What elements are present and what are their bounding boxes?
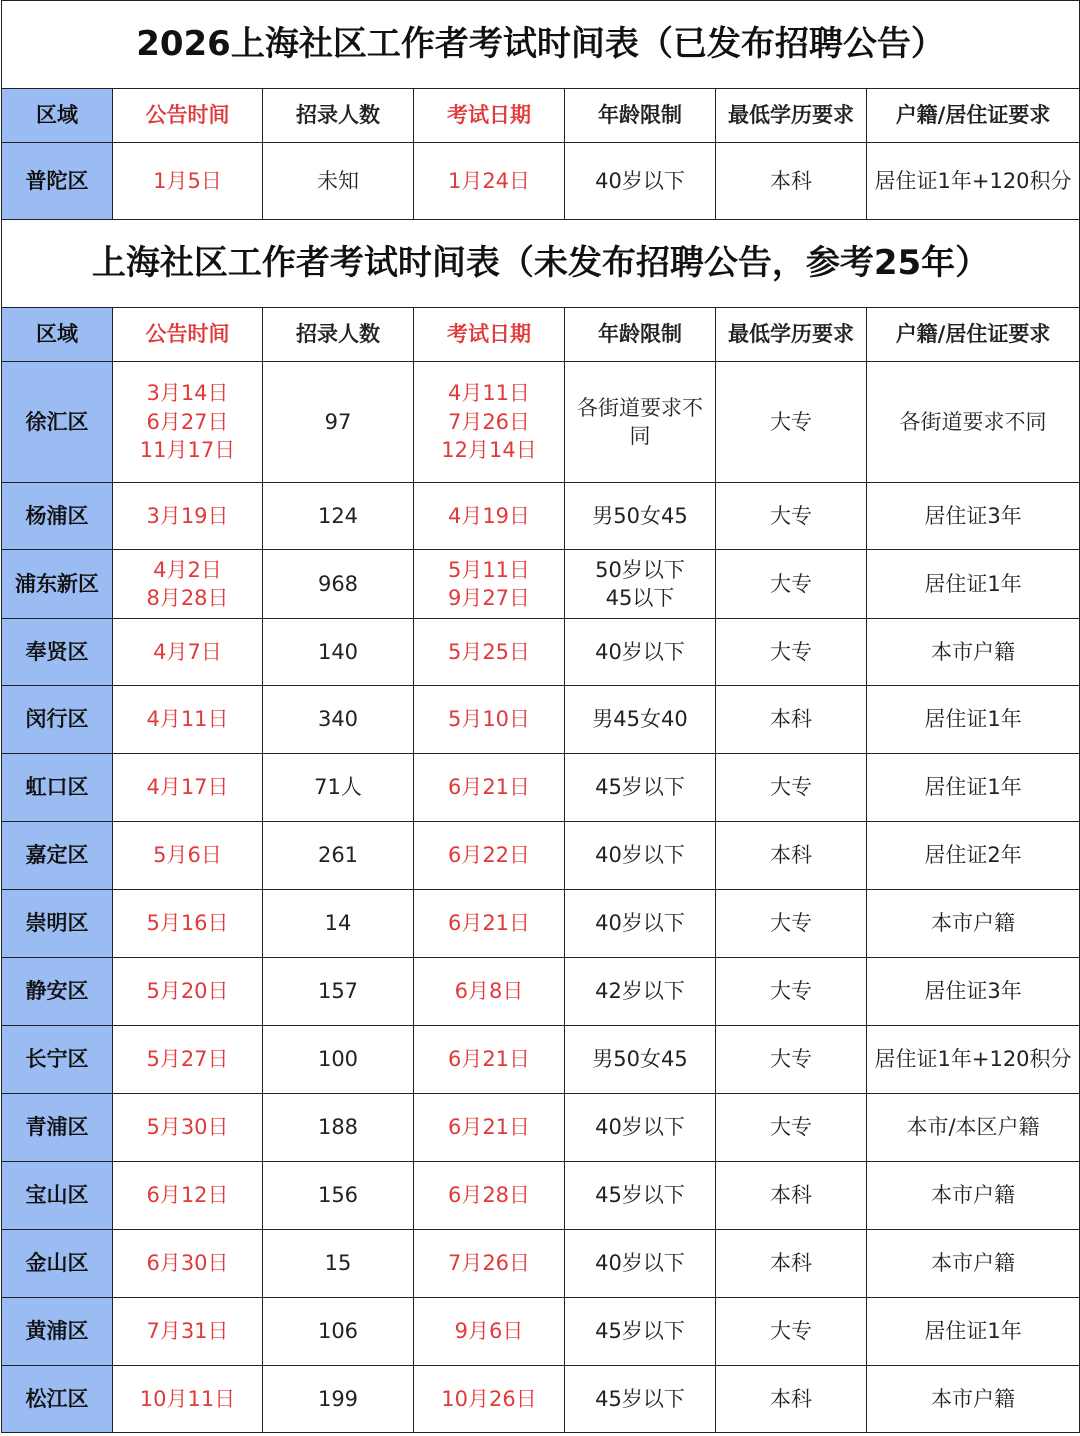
residency-cell: 本市/本区户籍 [867,1094,1080,1162]
recruit-count-cell: 106 [263,1298,414,1366]
cell-line: 5月16日 [146,911,229,936]
table2-header-row [2,308,1080,362]
column-header: 年龄限制 [565,308,716,362]
cell-line: 5月27日 [146,1047,229,1072]
exam-date-cell [414,550,565,619]
education-cell: 大专 [716,362,867,483]
table-row [2,754,1080,822]
education-cell: 本科 [716,822,867,890]
cell-line: 4月7日 [153,639,222,664]
recruit-count-cell: 124 [263,483,414,550]
cell-line: 6月12日 [146,1183,229,1208]
schedule-table [1,0,1080,1433]
column-header: 考试日期 [414,308,565,362]
table-row [2,1298,1080,1366]
cell-line: 9月6日 [454,1319,524,1344]
education-cell: 本科 [716,1366,867,1433]
table-title: 上海社区工作者考试时间表（未发布招聘公告，参考25年） [2,220,1080,308]
age-limit-cell: 40岁以下 [565,1094,716,1162]
residency-cell: 居住证1年+120积分 [867,143,1080,220]
recruit-count-cell: 140 [263,619,414,686]
education-cell: 大专 [716,619,867,686]
notice-date-cell [113,362,263,483]
recruit-count-cell: 未知 [263,143,414,220]
recruit-count-cell: 340 [263,686,414,754]
cell-line: 5月25日 [447,639,531,664]
table-row [2,143,1080,220]
exam-date-cell [414,890,565,958]
exam-schedule [1,0,1079,1433]
education-cell: 大专 [716,958,867,1026]
cell-line: 6月22日 [447,843,531,868]
column-header: 区域 [2,89,113,143]
table-row [2,1026,1080,1094]
region-cell: 奉贤区 [2,619,113,686]
column-header: 户籍/居住证要求 [867,308,1080,362]
age-limit-cell: 45岁以下 [565,754,716,822]
cell-line: 4月17日 [146,775,229,800]
age-limit-cell: 40岁以下 [565,619,716,686]
age-limit-cell: 42岁以下 [565,958,716,1026]
education-cell: 本科 [716,1162,867,1230]
exam-date-cell [414,686,565,754]
cell-line: 7月26日 [447,409,531,434]
table1-header-row [2,89,1080,143]
exam-date-cell [414,1298,565,1366]
recruit-count-cell: 188 [263,1094,414,1162]
cell-line: 5月6日 [153,843,222,868]
recruit-count-cell: 15 [263,1230,414,1298]
exam-date-cell [414,822,565,890]
cell-line: 6月30日 [146,1251,229,1276]
notice-date-cell [113,822,263,890]
exam-date-cell [414,362,565,483]
cell-line: 各街道要求不 [577,395,703,420]
column-header: 招录人数 [263,308,414,362]
age-limit-cell [565,362,716,483]
age-limit-cell: 男50女45 [565,483,716,550]
notice-date-cell [113,143,263,220]
residency-cell: 居住证3年 [867,483,1080,550]
column-header: 最低学历要求 [716,308,867,362]
table-row [2,686,1080,754]
notice-date-cell [113,1026,263,1094]
cell-line: 5月11日 [447,557,531,582]
exam-date-cell [414,619,565,686]
residency-cell: 各街道要求不同 [867,362,1080,483]
cell-line: 4月11日 [447,381,531,406]
table-title: 2026上海社区工作者考试时间表（已发布招聘公告） [2,1,1080,89]
age-limit-cell: 男45女40 [565,686,716,754]
residency-cell: 居住证1年 [867,686,1080,754]
residency-cell: 居住证1年+120积分 [867,1026,1080,1094]
table-row [2,958,1080,1026]
age-limit-cell: 40岁以下 [565,143,716,220]
recruit-count-cell: 14 [263,890,414,958]
age-limit-cell: 40岁以下 [565,890,716,958]
education-cell: 大专 [716,1298,867,1366]
cell-line: 6月21日 [447,911,531,936]
residency-cell: 本市户籍 [867,1230,1080,1298]
cell-line: 5月20日 [146,979,229,1004]
cell-line: 同 [629,424,651,448]
notice-date-cell [113,619,263,686]
column-header: 区域 [2,308,113,362]
recruit-count-cell: 100 [263,1026,414,1094]
residency-cell: 本市户籍 [867,1162,1080,1230]
cell-line: 9月27日 [447,586,531,610]
table-row [2,1230,1080,1298]
column-header: 公告时间 [113,89,263,143]
region-cell: 宝山区 [2,1162,113,1230]
education-cell: 大专 [716,483,867,550]
exam-date-cell [414,483,565,550]
cell-line: 1月24日 [447,168,531,193]
education-cell: 本科 [716,686,867,754]
column-header: 考试日期 [414,89,565,143]
region-cell: 虹口区 [2,754,113,822]
education-cell: 本科 [716,1230,867,1298]
residency-cell: 本市户籍 [867,890,1080,958]
education-cell: 大专 [716,1094,867,1162]
residency-cell: 居住证2年 [867,822,1080,890]
exam-date-cell [414,1230,565,1298]
table-row [2,890,1080,958]
table2-title-row [2,220,1080,308]
age-limit-cell: 40岁以下 [565,1230,716,1298]
region-cell: 普陀区 [2,143,113,220]
table-row [2,1366,1080,1433]
notice-date-cell [113,958,263,1026]
exam-date-cell [414,1026,565,1094]
region-cell: 金山区 [2,1230,113,1298]
notice-date-cell [113,1366,263,1433]
cell-line: 11月17日 [139,438,236,463]
exam-date-cell [414,1366,565,1433]
region-cell: 黄浦区 [2,1298,113,1366]
column-header: 公告时间 [113,308,263,362]
cell-line: 10月11日 [139,1386,236,1411]
region-cell: 浦东新区 [2,550,113,619]
notice-date-cell [113,890,263,958]
notice-date-cell [113,550,263,619]
column-header: 招录人数 [263,89,414,143]
cell-line: 3月19日 [146,503,229,528]
exam-date-cell [414,143,565,220]
table-row [2,362,1080,483]
cell-line: 4月11日 [146,707,229,732]
exam-date-cell [414,1094,565,1162]
exam-date-cell [414,754,565,822]
cell-line: 6月8日 [454,979,524,1004]
residency-cell: 居住证1年 [867,754,1080,822]
region-cell: 闵行区 [2,686,113,754]
residency-cell: 本市户籍 [867,619,1080,686]
age-limit-cell: 男50女45 [565,1026,716,1094]
region-cell: 徐汇区 [2,362,113,483]
column-header: 年龄限制 [565,89,716,143]
cell-line: 12月14日 [441,438,537,463]
cell-line: 6月21日 [447,1047,531,1072]
cell-line: 6月28日 [447,1183,531,1208]
table-row [2,550,1080,619]
region-cell: 青浦区 [2,1094,113,1162]
education-cell: 大专 [716,1026,867,1094]
exam-date-cell [414,1162,565,1230]
region-cell: 崇明区 [2,890,113,958]
education-cell: 大专 [716,550,867,619]
cell-line: 8月28日 [146,586,229,610]
column-header: 户籍/居住证要求 [867,89,1080,143]
education-cell: 大专 [716,754,867,822]
cell-line: 3月14日 [146,381,229,406]
recruit-count-cell: 156 [263,1162,414,1230]
region-cell: 杨浦区 [2,483,113,550]
cell-line: 10月26日 [441,1386,537,1411]
recruit-count-cell: 261 [263,822,414,890]
residency-cell: 居住证1年 [867,550,1080,619]
region-cell: 长宁区 [2,1026,113,1094]
recruit-count-cell: 97 [263,362,414,483]
age-limit-cell: 45岁以下 [565,1366,716,1433]
table-row [2,1162,1080,1230]
recruit-count-cell: 157 [263,958,414,1026]
age-limit-cell: 40岁以下 [565,822,716,890]
recruit-count-cell: 199 [263,1366,414,1433]
notice-date-cell [113,754,263,822]
recruit-count-cell: 968 [263,550,414,619]
age-limit-cell: 45岁以下 [565,1298,716,1366]
cell-line: 1月5日 [153,168,222,193]
region-cell: 嘉定区 [2,822,113,890]
notice-date-cell [113,483,263,550]
residency-cell: 居住证3年 [867,958,1080,1026]
age-limit-cell [565,550,716,619]
cell-line: 6月21日 [447,1115,531,1140]
notice-date-cell [113,1298,263,1366]
recruit-count-cell: 71人 [263,754,414,822]
age-limit-cell: 45岁以下 [565,1162,716,1230]
cell-line: 4月2日 [153,557,222,582]
exam-date-cell [414,958,565,1026]
table-row [2,1094,1080,1162]
education-cell: 本科 [716,143,867,220]
cell-line: 5月30日 [146,1115,229,1140]
cell-line: 7月26日 [447,1251,531,1276]
notice-date-cell [113,1230,263,1298]
education-cell: 大专 [716,890,867,958]
cell-line: 5月10日 [447,707,531,732]
residency-cell: 居住证1年 [867,1298,1080,1366]
cell-line: 6月21日 [447,775,531,800]
cell-line: 4月19日 [447,503,531,528]
region-cell: 静安区 [2,958,113,1026]
column-header: 最低学历要求 [716,89,867,143]
region-cell: 松江区 [2,1366,113,1433]
notice-date-cell [113,1162,263,1230]
table-row [2,483,1080,550]
cell-line: 50岁以下 [595,557,685,582]
notice-date-cell [113,686,263,754]
residency-cell: 本市户籍 [867,1366,1080,1433]
table-row [2,619,1080,686]
table-row [2,822,1080,890]
cell-line: 45以下 [605,586,675,610]
table1-title-row [2,1,1080,89]
cell-line: 7月31日 [146,1319,229,1344]
cell-line: 6月27日 [146,409,229,434]
notice-date-cell [113,1094,263,1162]
